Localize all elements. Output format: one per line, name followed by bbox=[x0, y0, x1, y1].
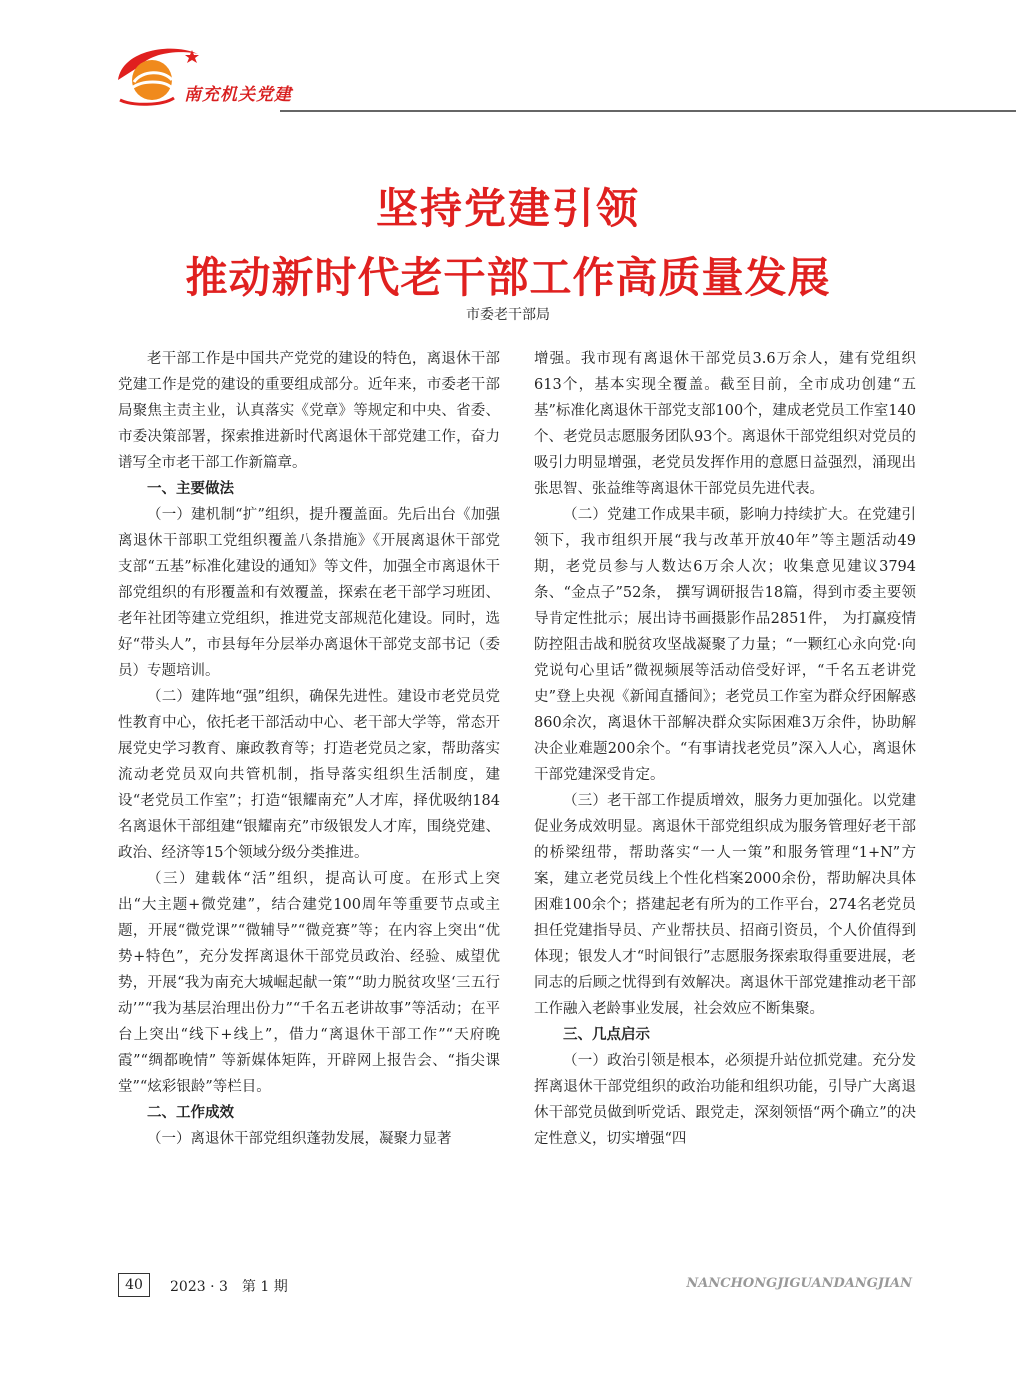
right-column bbox=[534, 346, 916, 1152]
paragraph: （二）党建工作成果丰硕，影响力持续扩大。在党建引领下，我市组织开展“我与改革开放40年”等主题活动49期，老党员参与人数达6万余人次；收集意见建议3794条、“金点子”52条， 撰写调研报告18篇，得到市委主要领导肯定性批示；展出诗书画摄影作品2851件， 为打赢疫情防控阻击战和脱贫攻坚战凝聚了力量；“一颗红心永向党·向党说句心里话”微视频展等活动倍受好评，“千名五老讲党史”登上央视《新闻直播间》；老党员工作室为群众纾困解惑860余次，离退休干部解决群众实际困难3万余件，协助解决企业难题200余个。“有事请找老党员”深入人心，离退休干部党建深受肯定。 bbox=[534, 507, 916, 783]
page-number: 40 bbox=[118, 1273, 150, 1297]
paragraph: 增强。我市现有离退休干部党员3.6万余人，建有党组织613个，基本实现全覆盖。截至目前，全市成功创建“五基”标准化离退休干部党支部100个，建成老党员工作室140个、老党员志愿服务团队93个。离退休干部党组织对党员的吸引力明显增强，老党员发挥作用的意愿日益强烈，涌现出张思智、张益维等离退休干部党员先进代表。 bbox=[534, 351, 916, 497]
paragraph: （三）建载体“活”组织，提高认可度。在形式上突出“大主题+微党建”，结合建党100周年等重要节点或主题，开展“微党课”“微辅导”“微竞赛”等；在内容上突出“优势+特色”，充分发挥离退休干部党员政治、经验、威望优势，开展“我为南充大城崛起献一策”“助力脱贫攻坚‘三五行动’”“我为基层治理出份力”“千名五老讲故事”等活动；在平台上突出“线下+线上”，借力“离退休干部工作”“天府晚霞”“绸都晚情” 等新媒体矩阵，开辟网上报告会、“指尖课堂”“炫彩银龄”等栏目。 bbox=[118, 871, 500, 1095]
header-rule bbox=[280, 110, 1016, 112]
section-heading: 三、几点启示 bbox=[563, 1027, 650, 1043]
left-column bbox=[118, 346, 500, 1152]
section-heading: 二、工作成效 bbox=[147, 1105, 234, 1121]
issue-label: 2023 · 3 第 1 期 bbox=[170, 1279, 288, 1295]
publication-name: 南充机关党建 bbox=[184, 85, 292, 105]
paragraph: （三）老干部工作提质增效，服务力更加强化。以党建促业务成效明显。离退休干部党组织成为服务管理好老干部的桥梁纽带，帮助落实“一人一策”和服务管理“1+N”方案，建立老党员线上个性化档案2000余份，帮助解决具体困难100余个；搭建起老有所为的工作平台，274名老党员担任党建指导员、产业帮扶员、招商引资员，个人价值得到体现；银发人才“时间银行”志愿服务探索取得重要进展，老同志的后顾之忧得到有效解决。离退休干部党建推动老干部工作融入老龄事业发展，社会效应不断集聚。 bbox=[534, 793, 916, 1017]
paragraph: （二）建阵地“强”组织，确保先进性。建设市老党员党性教育中心，依托老干部活动中心、老干部大学等，常态开展党史学习教育、廉政教育等；打造老党员之家，帮助落实流动老党员双向共管机制，指导落实组织生活制度，建设“老党员工作室”；打造“银耀南充”人才库，择优吸纳184名离退休干部组建“银耀南充”市级银发人才库，围绕党建、政治、经济等15个领域分级分类推进。 bbox=[118, 689, 500, 861]
article-title-line1: 坚持党建引领 bbox=[375, 184, 640, 233]
paragraph: （一）政治引领是根本，必须提升站位抓党建。充分发挥离退休干部党组织的政治功能和组织功能，引导广大离退休干部党员做到听党话、跟党走，深刻领悟“两个确立”的决定性意义，切实增强“四 bbox=[534, 1053, 916, 1147]
paragraph: （一）离退休干部党组织蓬勃发展，凝聚力显著 bbox=[147, 1131, 452, 1147]
article-title-line2: 推动新时代老干部工作高质量发展 bbox=[185, 253, 831, 302]
section-heading: 一、主要做法 bbox=[147, 481, 234, 497]
article-byline: 市委老干部局 bbox=[466, 307, 550, 323]
paragraph: （一）建机制“扩”组织，提升覆盖面。先后出台《加强离退休干部职工党组织覆盖八条措施》《开展离退休干部党支部“五基”标准化建设的通知》等文件，加强全市离退休干部党组织的有形覆盖和有效覆盖，探索在老干部学习班团、老年社团等建立党组织，推进党支部规范化建设。同时，选好“带头人”，市县每年分层举办离退休干部党支部书记（委员）专题培训。 bbox=[118, 507, 500, 679]
masthead-pinyin: NANCHONGJIGUANDANGJIAN bbox=[686, 1276, 912, 1291]
paragraph: 老干部工作是中国共产党党的建设的特色，离退休干部党建工作是党的建设的重要组成部分。近年来，市委老干部局聚焦主责主业，认真落实《党章》等规定和中央、省委、市委决策部署，探索推进新时代离退休干部党建工作，奋力谱写全市老干部工作新篇章。 bbox=[118, 351, 500, 471]
